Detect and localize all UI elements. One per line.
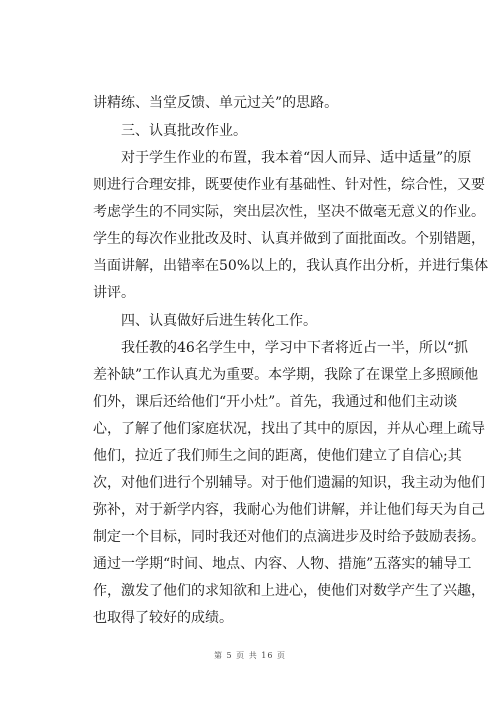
paragraph-line: 对于学生作业的布置，我本着“因人而异、适中适量”的原 — [121, 150, 472, 166]
paragraph-line: 当面讲解，出错率在50%以上的，我认真作出分析，并进行集体 — [93, 258, 489, 274]
paragraph-line: 制定一个目标，同时我还对他们的点滴进步及时给予鼓励表扬。 — [93, 529, 485, 545]
paragraph-line: 通过一学期“时间、地点、内容、人物、措施”五落实的辅导工 — [93, 556, 472, 572]
page-number-footer: 第 5 页 共 16 页 — [214, 651, 286, 660]
paragraph-line: 他们，拉近了我们师生之间的距离，使他们建立了自信心;其 — [93, 448, 462, 464]
paragraph-line: 心，了解了他们家庭状况，找出了其中的原因，并从心理上疏导 — [93, 421, 485, 437]
paragraph-line: 我任教的46名学生中，学习中下者将近占一半，所以“抓 — [121, 340, 468, 356]
paragraph-line: 讲评。 — [93, 285, 135, 301]
paragraph-line: 们外，课后还给他们“开小灶”。首先，我通过和他们主动谈 — [93, 394, 458, 410]
paragraph-line: 次，对他们进行个别辅导。对于他们遗漏的知识，我主动为他们 — [93, 475, 485, 491]
paragraph-line: 作，激发了他们的求知欲和上进心，使他们对数学产生了兴趣， — [93, 583, 485, 599]
section-heading: 四、认真做好后进生转化工作。 — [121, 313, 317, 329]
paragraph-line: 则进行合理安排，既要使作业有基础性、针对性，综合性，又要 — [93, 177, 485, 193]
paragraph-line: 考虑学生的不同实际，突出层次性，坚决不做毫无意义的作业。 — [93, 204, 485, 220]
paragraph-line: 弥补，对于新学内容，我耐心为他们讲解，并让他们每天为自己 — [93, 502, 485, 518]
section-heading: 三、认真批改作业。 — [121, 123, 247, 139]
paragraph-line: 差补缺”工作认真尤为重要。本学期，我除了在课堂上多照顾他 — [93, 367, 479, 383]
paragraph-line: 学生的每次作业批改及时、认真并做到了面批面改。个别错题， — [93, 231, 485, 247]
paragraph-line: 也取得了较好的成绩。 — [93, 610, 233, 626]
paragraph-line: 讲精练、当堂反馈、单元过关”的思路。 — [93, 95, 339, 111]
